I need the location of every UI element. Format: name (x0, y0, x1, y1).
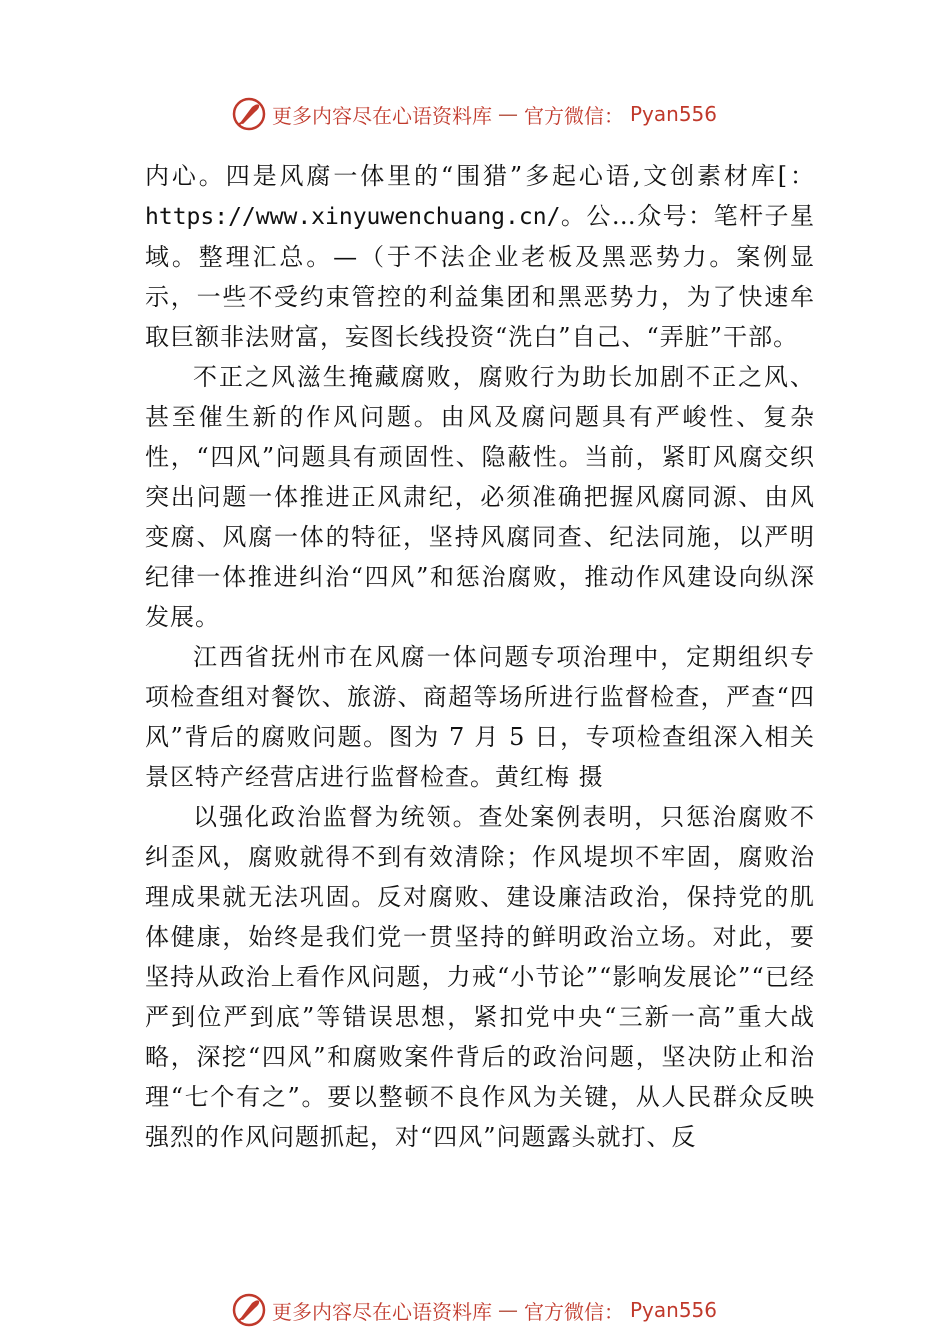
source-url: https://www.xinyuwenchuang.cn/ (145, 204, 561, 230)
footer-banner (232, 1290, 717, 1330)
banner-title: 更多内容尽在心语资料库 (272, 1299, 492, 1324)
header-banner (232, 94, 717, 134)
banner-wechat-label: 官方微信： (524, 103, 624, 128)
quill-logo-icon (232, 97, 266, 131)
paragraph-4: 以强化政治监督为统领。查处案例表明，只惩治腐败不纠歪风，腐败就得不到有效清除；作风堤坝不牢固，腐败治理成果就无法巩固。反对腐败、建设廉洁政治，保持党的肌体健康，始终是我们党一贯坚持的鲜明政治立场。对此，要坚持从政治上看作风问题，力戒“小节论”“影响发展论”“已经严到位严到底”等错误思想，紧扣党中央“三新一高”重大战略，深挖“四风”和腐败案件背后的政治问题，坚决防止和治理“七个有之”。要以整顿不良作风为关键，从人民群众反映强烈的作风问题抓起，对“四风”问题露头就打、反 (145, 803, 815, 1151)
quill-logo-icon (232, 1293, 266, 1327)
banner-title: 更多内容尽在心语资料库 (272, 103, 492, 128)
paragraph-2: 不正之风滋生掩藏腐败，腐败行为助长加剧不正之风、甚至催生新的作风问题。由风及腐问题具有严峻性、复杂性，“四风”问题具有顽固性、隐蔽性。当前，紧盯风腐交织突出问题一体推进正风肃纪，必须准确把握风腐同源、由风变腐、风腐一体的特征，坚持风腐同查、纪法同施，以严明纪律一体推进纠治“四风”和惩治腐败，推动作风建设向纵深发展。 (145, 363, 815, 631)
paragraph-1: 内心。四是风腐一体里的“围猎”多起心语,文创素材库[：https://www.xinyuwenchuang.cn/。公…众号：笔杆子星域。整理汇总。—（于不法企业老板及黑恶势力。案例显示，一些不受约束管控的利益集团和黑恶势力，为了快速牟取巨额非法财富，妄图长线投资“洗白”自己、“弄脏”干部。 (145, 162, 815, 351)
banner-wechat-label: 官方微信： (524, 1299, 624, 1324)
document-body (145, 156, 815, 1157)
banner-separator: — (498, 102, 518, 126)
banner-wechat-id: Pyan556 (630, 102, 718, 126)
banner-separator: — (498, 1298, 518, 1322)
paragraph-3: 江西省抚州市在风腐一体问题专项治理中，定期组织专项检查组对餐饮、旅游、商超等场所进行监督检查，严查“四风”背后的腐败问题。图为 7 月 5 日，专项检查组深入相关景区特产经营店进行监督检查。黄红梅 摄 (145, 643, 815, 791)
banner-wechat-id: Pyan556 (630, 1298, 718, 1322)
